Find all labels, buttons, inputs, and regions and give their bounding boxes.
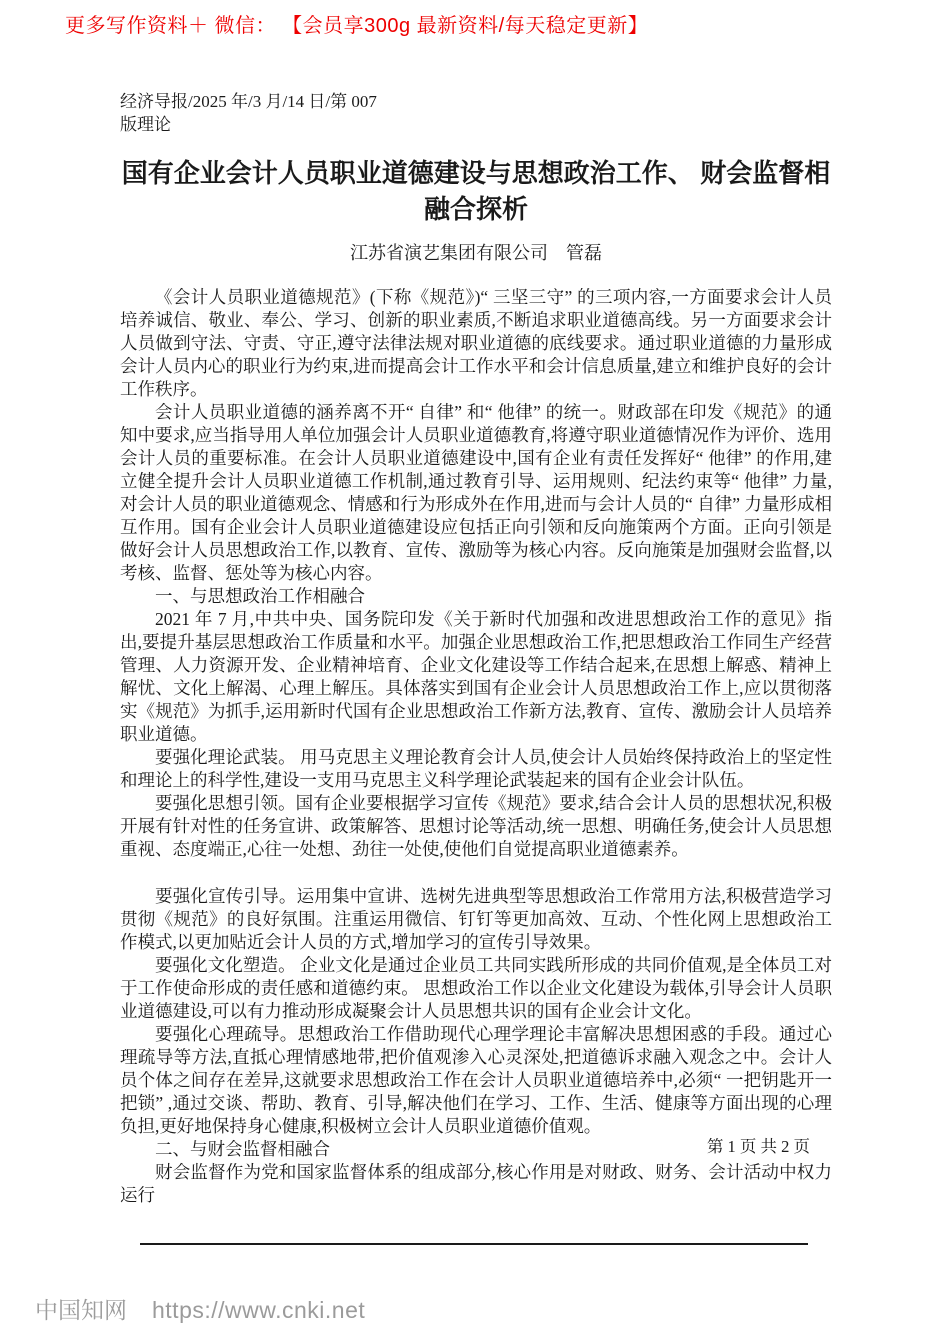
cnki-url-text: https://www.cnki.net (152, 1297, 366, 1323)
footer-divider-line (140, 1243, 808, 1245)
page-number-indicator: 第 1 页 共 2 页 (706, 1137, 810, 1156)
promo-banner-text: 更多写作资料＋ 微信： 【会员享300g 最新资料/每天稳定更新】 (65, 15, 649, 37)
article-text (120, 286, 832, 1207)
cnki-watermark (35, 1292, 365, 1325)
paragraph: 要强化心理疏导。思想政治工作借助现代心理学理论丰富解决思想困惑的手段。通过心理疏导等方法,直抵心理情感地带,把价值观渗入心灵深处,把道德诉求融入观念之中。会计人员个体之间存在差异,这就要求思想政治工作在会计人员职业道德培养中,必须“ 一把钥匙开一把锁” ,通过交谈、帮助、教育、引导,解决他们在学习、工作、生活、健康等方面出现的心理负担,更好地保持身心健康,积极树立会计人员职业道德价值观。 (120, 1024, 832, 1136)
paragraph: 2021 年 7 月,中共中央、国务院印发《关于新时代加强和改进思想政治工作的意见》指出,要提升基层思想政治工作质量和水平。加强企业思想政治工作,把思想政治工作同生产经营管理、人力资源开发、企业精神培育、企业文化建设等工作结合起来,在思想上解惑、精神上解忧、文化上解渴、心理上解压。具体落实到国有企业会计人员思想政治工作上,应以贯彻落实《规范》为抓手,运用新时代国有企业思想政治工作新方法,教育、宣传、激励会计人员培养职业道德。 (120, 609, 832, 744)
article-title: 国有企业会计人员职业道德建设与思想政治工作、 财会监督相融合探析 (121, 159, 831, 224)
paragraph: 要强化文化塑造。 企业文化是通过企业员工共同实践所形成的共同价值观,是全体员工对于工作使命形成的责任感和道德约束。 思想政治工作以企业文化建设为载体,引导会计人员职业道德建设,可以有力推动形成凝聚会计人员思想共识的国有企业会计文化。 (120, 955, 832, 1021)
paragraph: 财会监督作为党和国家监督体系的组成部分,核心作用是对财政、财务、会计活动中权力运行 (120, 1162, 832, 1205)
journal-section-line: 版理论 (120, 115, 171, 134)
journal-masthead (120, 90, 832, 136)
paragraph: 要强化思想引领。国有企业要根据学习宣传《规范》要求,结合会计人员的思想状况,积极开展有针对性的任务宣讲、政策解答、思想讨论等活动,统一思想、明确任务,使会计人员思想重视、态度端正,心往一处想、劲往一处使,使他们自觉提高职业道德素养。 (120, 793, 832, 859)
paragraph: 要强化宣传引导。运用集中宣讲、选树先进典型等思想政治工作常用方法,积极营造学习贯彻《规范》的良好氛围。注重运用微信、钉钉等更加高效、互动、个性化网上思想政治工作模式,以更加贴近会计人员的方式,增加学习的宣传引导效果。 (120, 886, 832, 952)
cnki-brand-text: 中国知网 (35, 1297, 127, 1323)
paragraph: 会计人员职业道德的涵养离不开“ 自律” 和“ 他律” 的统一。财政部在印发《规范》的通知中要求,应当指导用人单位加强会计人员职业道德教育,将遵守职业道德情况作为评价、选用会计人员的重要标准。在会计人员职业道德建设中,国有企业有责任发挥好“ 他律” 的作用,建立健全提升会计人员职业道德工作机制,通过教育引导、运用规则、纪法约束等“ 他律” 力量,对会计人员的职业道德观念、情感和行为形成外在作用,进而与会计人员的“ 自律” 力量形成相互作用。国有企业会计人员职业道德建设应包括正向引领和反向施策两个方面。正向引领是做好会计人员思想政治工作,以教育、宣传、激励等为核心内容。反向施策是加强财会监督,以考核、监督、惩处等为核心内容。 (120, 402, 832, 583)
paragraph: 《会计人员职业道德规范》(下称《规范》)“ 三坚三守” 的三项内容,一方面要求会计人员培养诚信、敬业、奉公、学习、创新的职业素质,不断追求职业道德高线。另一方面要求会计人员做到守法、守责、守正,遵守法律法规对职业道德的底线要求。通过职业道德的力量形成会计人员内心的职业行为约束,进而提高会计工作水平和会计信息质量,建立和维护良好的会计工作秩序。 (120, 287, 832, 399)
section-heading-1: 一、与思想政治工作相融合 (155, 586, 365, 606)
article-body-container (120, 90, 832, 1207)
article-byline: 江苏省演艺集团有限公司 管磊 (350, 243, 602, 263)
paragraph: 要强化理论武装。 用马克思主义理论教育会计人员,使会计人员始终保持政治上的坚定性和理论上的科学性,建设一支用马克思主义科学理论武装起来的国有企业会计队伍。 (120, 747, 832, 790)
journal-issue-line: 经济导报/2025 年/3 月/14 日/第 007 (120, 92, 377, 111)
section-heading-2: 二、与财会监督相融合 (155, 1139, 330, 1159)
